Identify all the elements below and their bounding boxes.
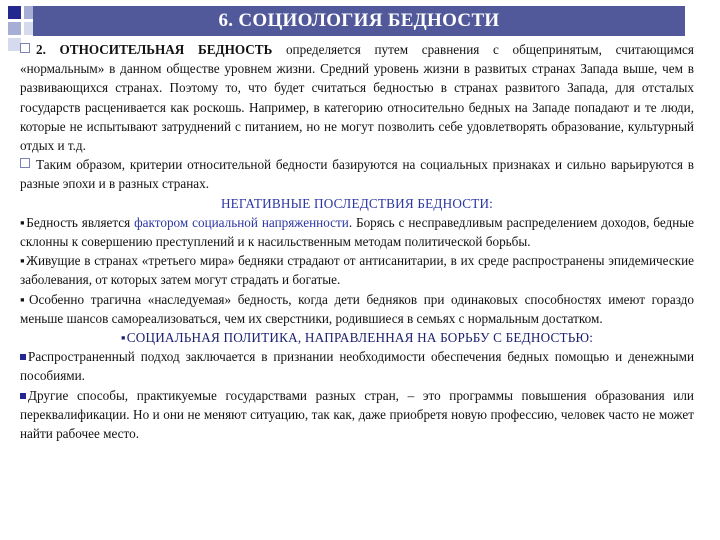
neg-item-1 [20,213,694,251]
filled-square-bullet-icon [20,393,26,399]
neg-item-3-text: Особенно трагична «наследуемая» бедность, когда дети бедняков при одинаковых способностях имеют гораздо меньше шансов самореализоваться, чем их сверстники, родившиеся в семьях с нормальным достатком. [20,291,694,326]
decor-square-1 [8,6,21,19]
hollow-square-bullet-icon [20,158,30,168]
policy-item-2 [20,386,694,444]
relative-poverty-lead: 2. ОТНОСИТЕЛЬНАЯ БЕДНОСТЬ [36,42,273,57]
hollow-square-bullet-icon [20,43,30,53]
small-square-bullet-icon: ▪ [20,253,26,269]
criteria-text: Таким образом, критерии относительной бедности базируются на социальных признаках и сильно варьируются в разные эпохи и в разных странах. [20,157,694,192]
neg-item-1-before: Бедность является [26,214,135,230]
paragraph-criteria [20,155,694,193]
small-square-bullet-icon: ▪ [120,330,126,346]
title-bar [33,6,685,36]
small-square-bullet-icon: ▪ [20,291,29,307]
social-policy-heading-text: СОЦИАЛЬНАЯ ПОЛИТИКА, НАПРАВЛЕННАЯ НА БОРЬБУ С БЕДНОСТЬЮ: [126,330,594,346]
policy-item-1-text: Распространенный подход заключается в признании необходимости обеспечения бедных помощью и денежными пособиями. [20,349,694,384]
neg-item-2-text: Живущие в странах «третьего мира» бедняки страдают от антисанитарии, в их среде распространены эпидемические заболевания, от которых затем могут страдать и богатые. [20,253,694,288]
policy-item-2-text: Другие способы, практикуемые государствами разных стран, – это программы повышения образования или переквалификации. Но и они не меняют ситуацию, так как, даже приобретя новую профессию, человек часто не может найти рабочее место. [20,387,694,442]
negative-consequences-heading: НЕГАТИВНЫЕ ПОСЛЕДСТВИЯ БЕДНОСТИ: [220,195,494,211]
neg-item-3 [20,290,694,328]
neg-item-2 [20,251,694,289]
neg-item-1-after: . Борясь с несправедливым распределением доходов, бедные склонны к совершению преступлений и к насильственным методам политической борьбы. [20,214,694,250]
neg-item-1-highlight: фактором социальной напряженности [134,214,349,230]
small-square-bullet-icon: ▪ [20,214,26,230]
social-policy-heading [20,328,694,347]
paragraph-relative-poverty [20,40,694,155]
relative-poverty-text: определяется путем сравнения с общепринятым, считающимся «нормальным» в данном обществе уровнем жизни. Средний уровень жизни в развитых странах Запада выше, чем в развивающихся странах. Поэтому то, что будет считаться бедностью в странах развитого Запада, для отсталых государств расценивается как роскошь. Например, в категорию относительно бедных на Западе попадают и те люди, которые не испытывают затруднений с питанием, но не могут позволить себе удовлетворять образование, культурный отдых и т.д. [20,42,694,154]
slide-title: 6. СОЦИОЛОГИЯ БЕДНОСТИ [218,10,500,31]
slide-content [20,40,694,443]
decor-square-4 [8,22,21,35]
policy-item-1 [20,347,694,385]
filled-square-bullet-icon [20,354,26,360]
